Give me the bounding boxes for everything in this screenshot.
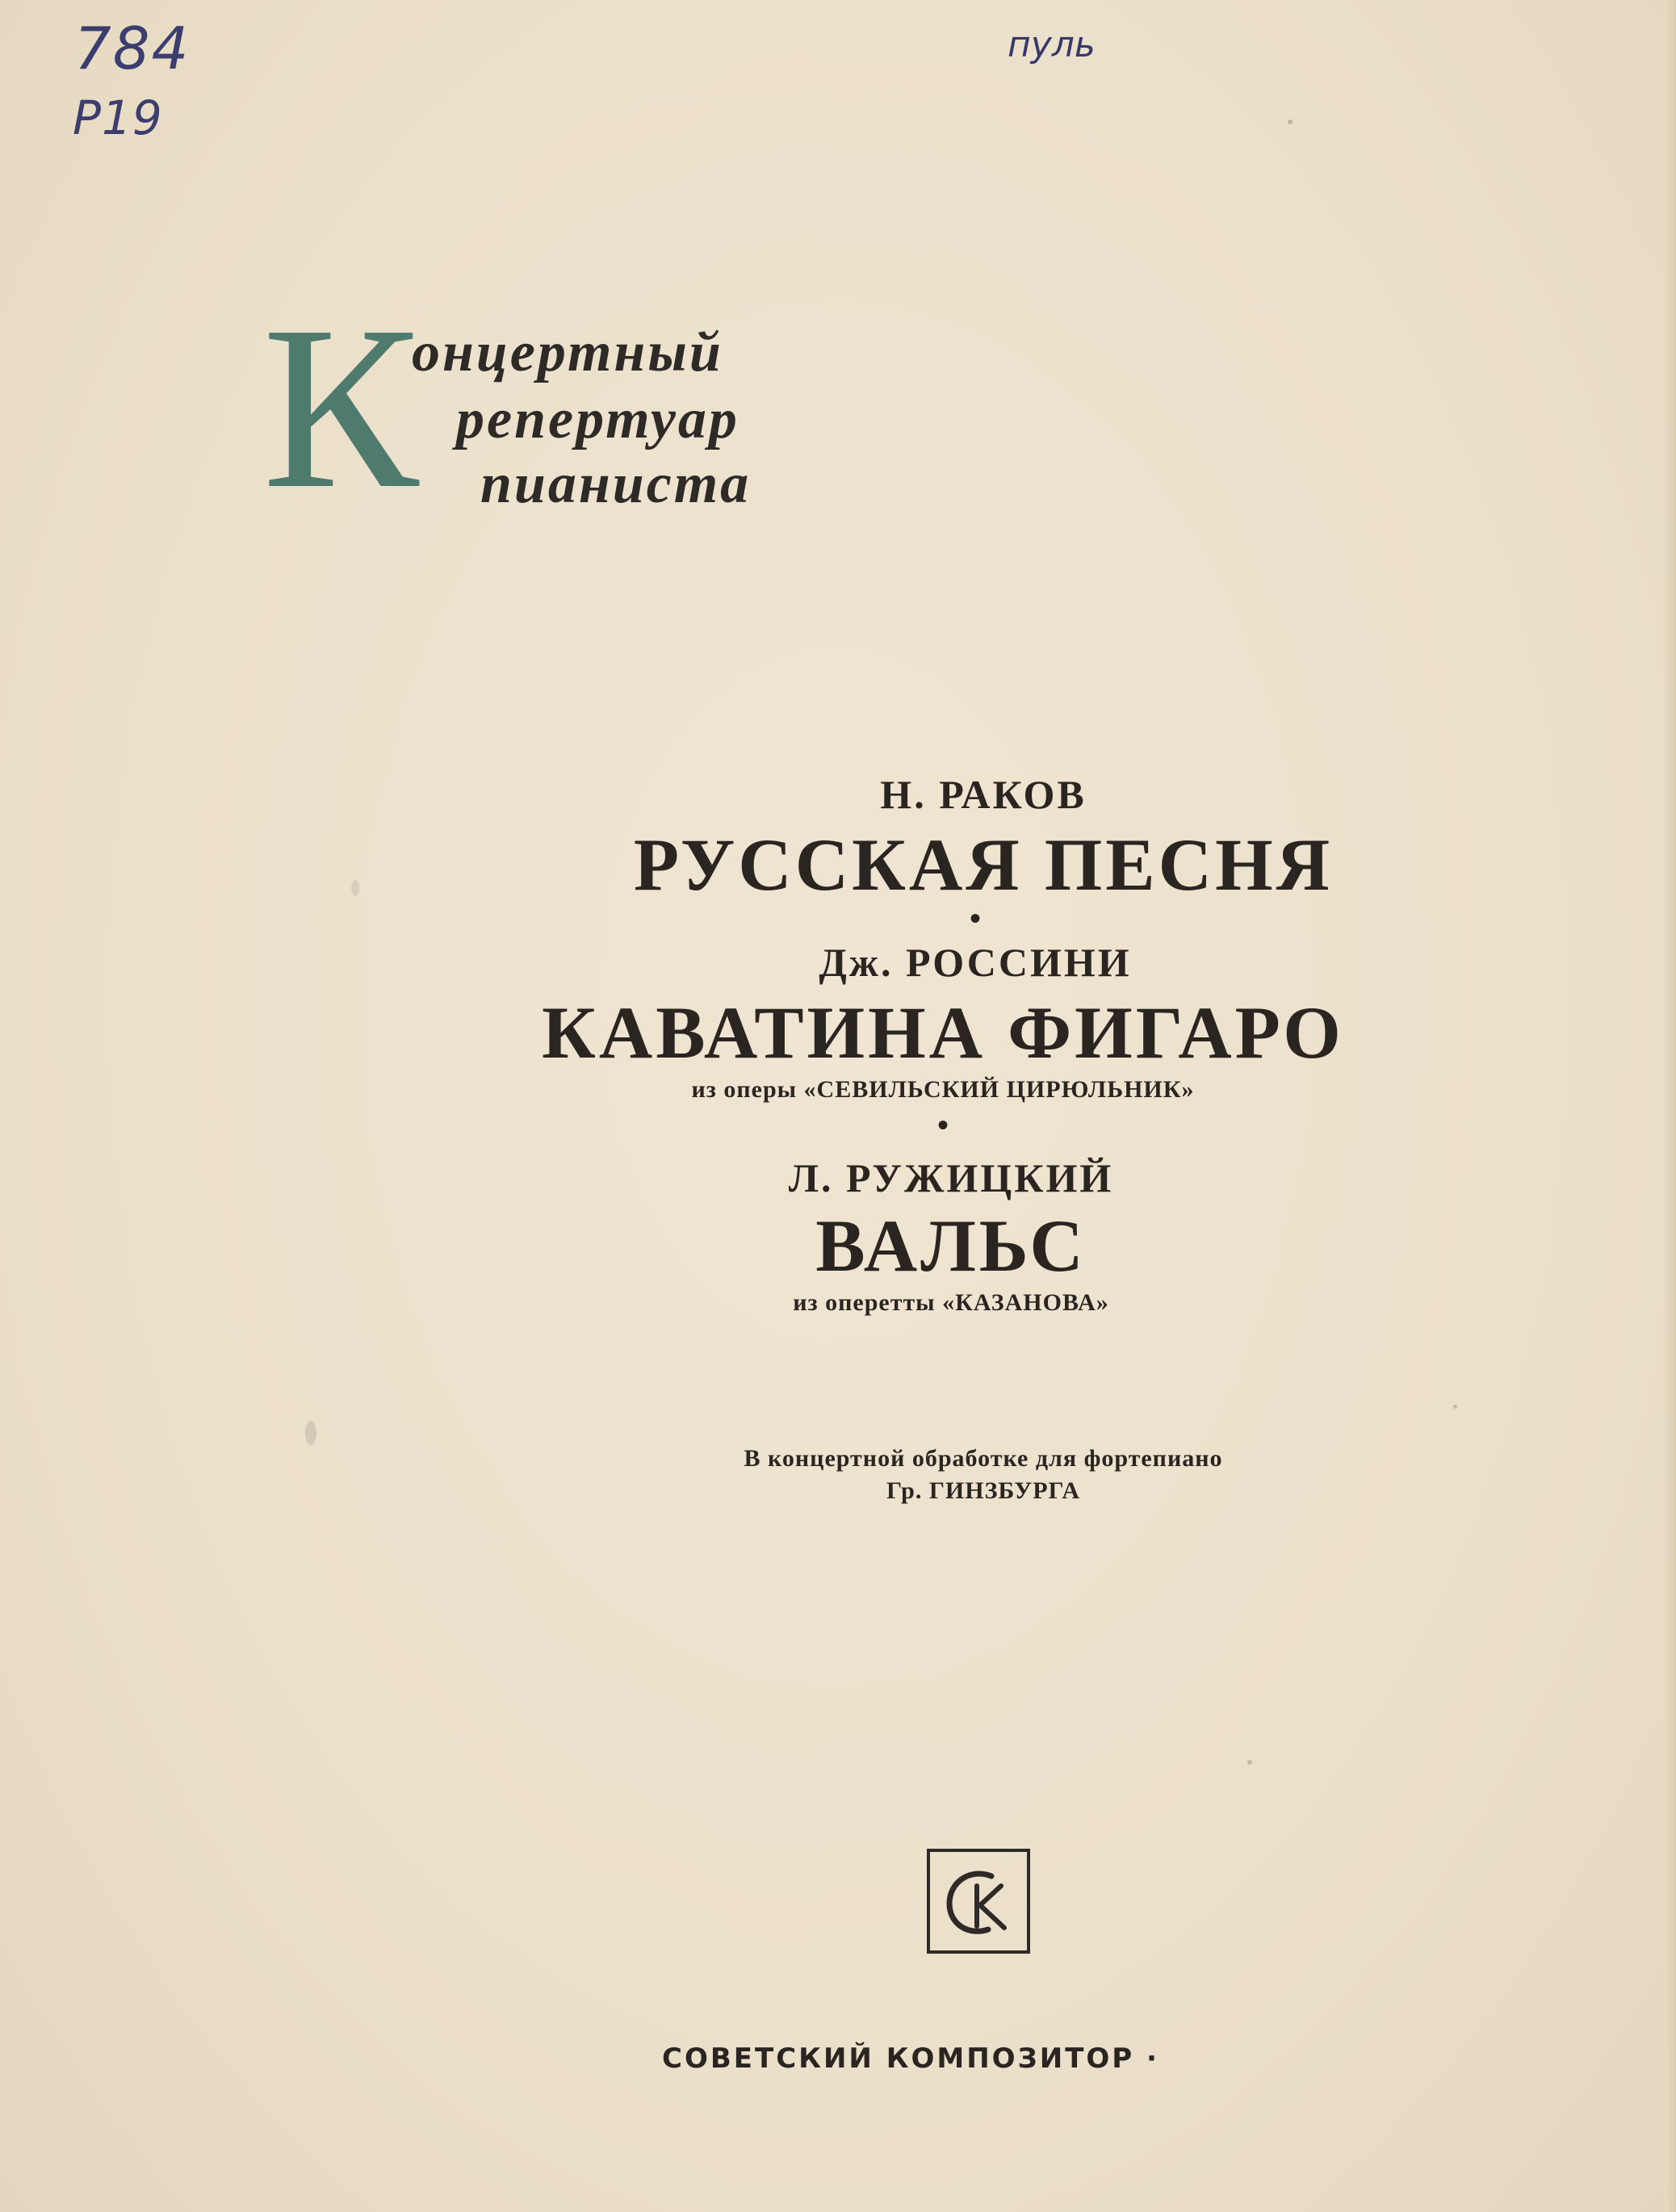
source-opera: из оперы «СЕВИЛЬСКИЙ ЦИРЮЛЬНИК»	[691, 1076, 1195, 1103]
publisher-name: СОВЕТСКИЙ КОМПОЗИТОР ·	[662, 2042, 1159, 2075]
composer-rakov: Н. РАКОВ	[880, 772, 1087, 817]
separator-bullet: •	[936, 1107, 949, 1143]
series-line-2: репертуар	[456, 388, 740, 450]
sk-monogram-icon	[927, 1849, 1030, 1954]
page-edge	[1665, 0, 1676, 2212]
title-vals: ВАЛЬС	[815, 1204, 1087, 1287]
source-operetta: из оперетты «КАЗАНОВА»	[793, 1289, 1109, 1316]
title-cavatina-figaro: КАВАТИНА ФИГАРО	[542, 991, 1344, 1074]
composer-ruzhitsky: Л. РУЖИЦКИЙ	[788, 1155, 1114, 1200]
paper-speck	[1288, 119, 1293, 124]
series-line-3: пианиста	[480, 453, 752, 515]
composer-rossini: Дж. РОССИНИ	[819, 940, 1132, 985]
separator-bullet: •	[969, 900, 981, 936]
handwritten-shelf-number: 784	[74, 15, 191, 82]
series-logo	[262, 278, 908, 537]
paper-stain	[351, 880, 359, 896]
handwritten-corner-note: пуль	[1008, 24, 1096, 65]
arranger-name: Гр. ГИНЗБУРГА	[886, 1477, 1081, 1504]
series-initial: К	[262, 278, 419, 537]
handwritten-shelf-code: P19	[73, 90, 163, 145]
title-russkaya-pesnya: РУССКАЯ ПЕСНЯ	[633, 823, 1334, 906]
arrangement-line: В концертной обработке для фортепиано	[744, 1445, 1223, 1472]
paper-stain	[305, 1421, 316, 1445]
paper-speck	[1453, 1405, 1457, 1409]
paper-speck	[1247, 1760, 1252, 1765]
series-line-1: онцертный	[412, 321, 723, 383]
